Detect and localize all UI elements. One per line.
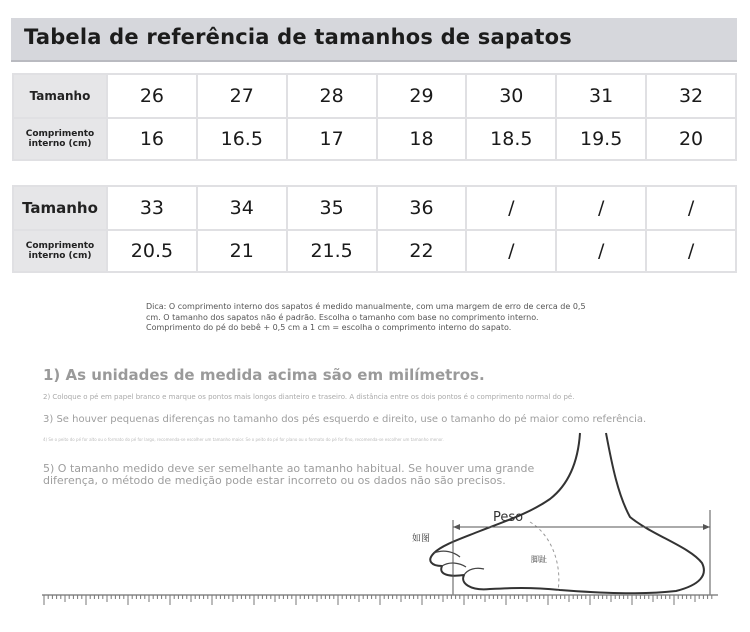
table-row [13, 186, 736, 230]
toe-label: 脚趾 [531, 555, 547, 564]
tip-line-3: Comprimento do pé do bebê + 0,5 cm a 1 cm = escolha o comprimento interno do sapato. [146, 323, 512, 332]
length-cell: 22 [377, 230, 467, 272]
length-cell: 18 [377, 118, 467, 160]
length-header-line2: interno (cm) [28, 139, 92, 149]
length-header-line2: interno (cm) [28, 251, 92, 261]
length-cell: / [646, 230, 736, 272]
length-cell: / [556, 230, 646, 272]
size-cell: 32 [646, 74, 736, 118]
length-cell: 18.5 [466, 118, 556, 160]
length-cell: 21 [197, 230, 287, 272]
size-cell: 35 [287, 186, 377, 230]
size-cell: 33 [107, 186, 197, 230]
size-cell: 26 [107, 74, 197, 118]
size-cell: 30 [466, 74, 556, 118]
length-header-line1: Comprimento [25, 129, 95, 139]
length-cell: 19.5 [556, 118, 646, 160]
tip-line-1: Dica: O comprimento interno dos sapatos é medido manualmente, com uma margem de erro de cerca de 0,5 [146, 302, 586, 311]
length-cell: 21.5 [287, 230, 377, 272]
instruction-step-4: 4) Se o peito do pé for alto ou o formato do pé for largo, recomenda-se escolher um tamanho maior. Se o peito do pé for plano ou o formato do pé for fino, recomenda-se escolher um tamanho menor. [43, 437, 444, 442]
instruction-step-2: 2) Coloque o pé em papel branco e marque os pontos mais longos dianteiro e traseiro. A distância entre os dois pontos é o comprimento normal do pé. [43, 393, 575, 401]
foot-measurement-diagram [40, 425, 730, 615]
length-header [13, 118, 107, 160]
size-cell: / [466, 186, 556, 230]
size-cell: 34 [197, 186, 287, 230]
table-row [13, 74, 736, 118]
size-cell: / [556, 186, 646, 230]
title-bar [11, 18, 737, 62]
length-cell: 20.5 [107, 230, 197, 272]
size-table-1 [12, 73, 737, 161]
tip-note [146, 302, 646, 334]
size-header: Tamanho [13, 74, 107, 118]
length-header-line1: Comprimento [25, 241, 95, 251]
instruction-step-5: 5) O tamanho medido deve ser semelhante ao tamanho habitual. Se houver uma grande diferença, o método de medição pode estar incorreto ou os dados não são precisos. [43, 462, 535, 487]
length-cell: 20 [646, 118, 736, 160]
tip-line-2: cm. O tamanho dos sapatos não é padrão. Escolha o tamanho com base no comprimento interno. [146, 312, 539, 322]
size-cell: 31 [556, 74, 646, 118]
ruler [44, 595, 712, 605]
size-cell: 28 [287, 74, 377, 118]
length-cell: 17 [287, 118, 377, 160]
size-table-2 [12, 185, 737, 273]
page-title: Tabela de referência de tamanhos de sapatos [24, 25, 572, 49]
length-cell: 16 [107, 118, 197, 160]
table-row [13, 230, 736, 272]
length-cell: / [466, 230, 556, 272]
size-cell: 27 [197, 74, 287, 118]
length-header [13, 230, 107, 272]
weight-label: Peso [493, 510, 524, 525]
length-cell: 16.5 [197, 118, 287, 160]
size-cell: / [646, 186, 736, 230]
size-header: Tamanho [13, 186, 107, 230]
table-row [13, 118, 736, 160]
size-cell: 36 [377, 186, 467, 230]
instruction-step-3: 3) Se houver pequenas diferenças no tamanho dos pés esquerdo e direito, use o tamanho do pé maior como referência. [43, 414, 647, 425]
instruction-step-1: 1) As unidades de medida acima são em milímetros. [43, 366, 485, 384]
size-cell: 29 [377, 74, 467, 118]
left-label: 如图 [412, 534, 431, 544]
